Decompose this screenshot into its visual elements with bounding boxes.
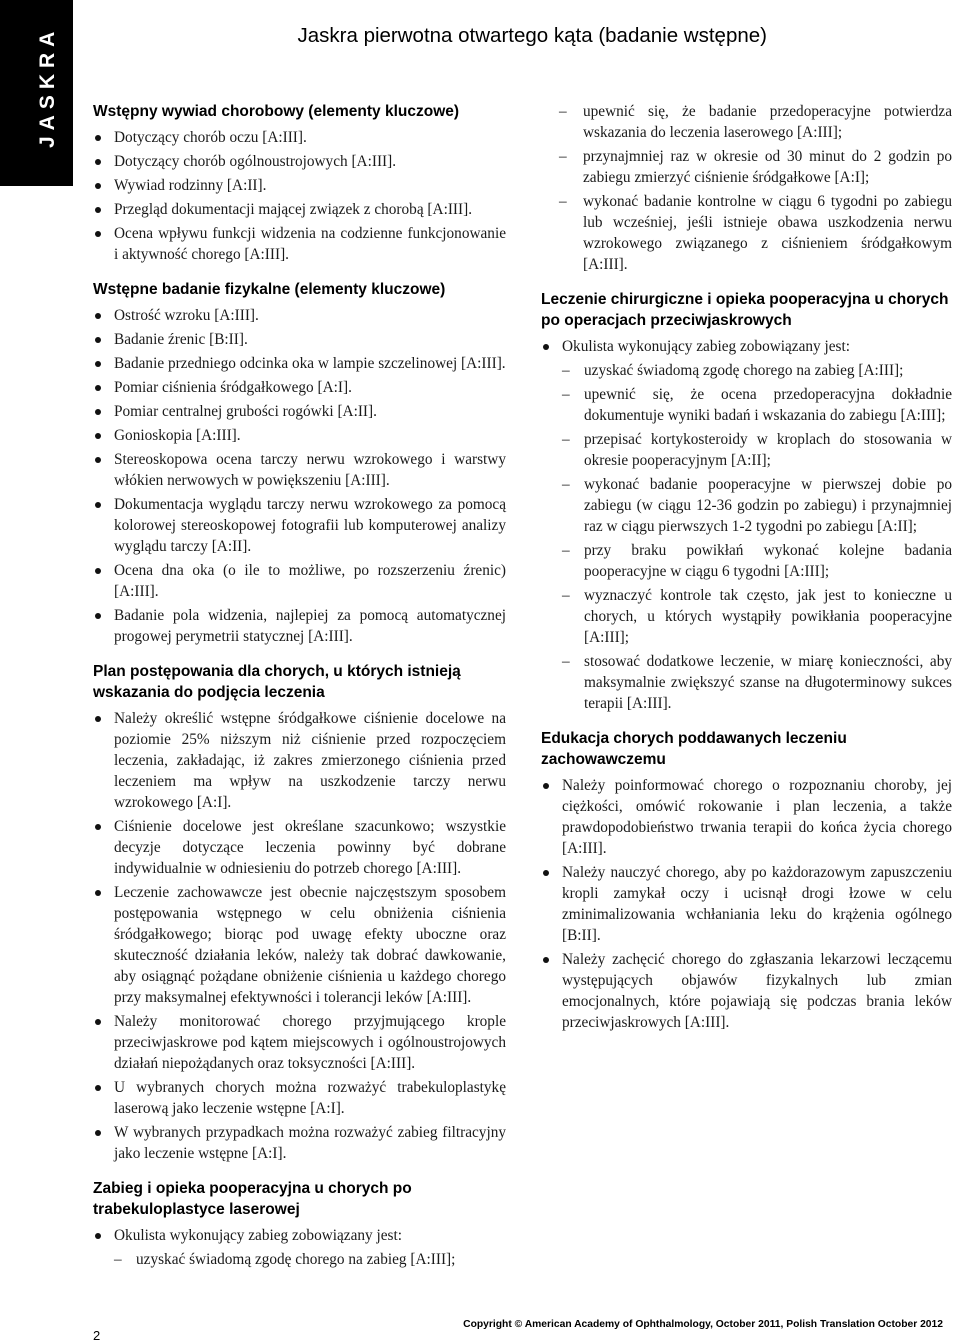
section-patient-education xyxy=(541,728,952,1033)
list-item: Ocena dna oka (o ile to możliwe, po rozszerzeniu źrenic) [A:III]. xyxy=(93,560,506,602)
dash-list xyxy=(541,101,952,275)
list-item: Okulista wykonujący zabieg zobowiązany jest: xyxy=(93,1225,506,1246)
list-item: – przepisać kortykosteroidy w kroplach do stosowania w okresie pooperacyjnym [A:II]; xyxy=(541,429,952,471)
section-laser-continued xyxy=(541,101,952,275)
dash-list xyxy=(541,360,952,714)
list-item: – stosować dodatkowe leczenie, w miarę konieczności, aby maksymalnie zwiększyć szanse na długoterminowy sukces terapii [A:III]. xyxy=(541,651,952,714)
left-column xyxy=(93,101,506,1284)
dash-list xyxy=(93,1249,506,1270)
list-item: W wybranych przypadkach można rozważyć zabieg filtracyjny jako leczenie wstępne [A:I]. xyxy=(93,1122,506,1164)
list-item: – uzyskać świadomą zgodę chorego na zabieg [A:III]; xyxy=(541,360,952,381)
page-number: 2 xyxy=(93,1328,101,1343)
section-heading: Wstępne badanie fizykalne (elementy kluczowe) xyxy=(93,281,446,298)
list-item: Wywiad rodzinny [A:II]. xyxy=(93,175,506,196)
list-item: Przegląd dokumentacji mającej związek z chorobą [A:III]. xyxy=(93,199,506,220)
list-item: Należy nauczyć chorego, aby po każdorazowym zapuszczeniu kropli zamykał oczy i ucisnął drogi łzowe w celu zminimalizowania wchłaniania leku do krążenia ogólnego [B:II]. xyxy=(541,862,952,946)
bullet-list xyxy=(93,708,506,1164)
list-item: Dokumentacja wyglądu tarczy nerwu wzrokowego za pomocą kolorowej stereoskopowej fotografii lub komputerowej analizy wyglądu tarczy [A:II]. xyxy=(93,494,506,557)
bullet-list xyxy=(93,1225,506,1246)
list-item: Leczenie zachowawcze jest obecnie najczęstszym sposobem postępowania wstępnego w celu obniżenia ciśnienia śródgałkowego; biorąc pod uwagę efekty uboczne oraz skuteczność działania leków, należy tak dobrać dawkowanie, aby osiągnąć pożądane obniżenie ciśnienia u każdego chorego przy maksymalnej efektywności i tolerancji leków [A:III]. xyxy=(93,882,506,1008)
list-item: – upewnić się, że badanie przedoperacyjne potwierdza wskazania do leczenia laserowego [A:III]; xyxy=(541,101,952,143)
list-item: Należy określić wstępne śródgałkowe ciśnienie docelowe na poziomie 25% niższym niż ciśnienie przed rozpoczęciem leczenia, zakładając, iż zakres zmierzonego ciśnienia przed leczeniem ma wpływ na uszkodzenie tarczy nerwu wzrokowego [A:I]. xyxy=(93,708,506,813)
right-column xyxy=(541,101,952,1047)
bullet-list xyxy=(541,775,952,1033)
bullet-list xyxy=(541,336,952,357)
bullet-list xyxy=(93,305,506,647)
section-tab-label: JASKRA xyxy=(36,25,59,148)
section-heading: Zabieg i opieka pooperacyjna u chorych po trabekuloplastyce laserowej xyxy=(93,1180,412,1218)
list-item: – przynajmniej raz w okresie od 30 minut do 2 godzin po zabiegu zmierzyć ciśnienie śródgałkowe [A:I]; xyxy=(541,146,952,188)
list-item: – wyznaczyć kontrole tak często, jak jest to konieczne u chorych, u których wystąpiły powikłania pooperacyjne [A:III]; xyxy=(541,585,952,648)
list-item: – wykonać badanie pooperacyjne w pierwszej dobie po zabiegu (w ciągu 12-36 godzin po zabiegu) i przynajmniej raz w ciągu pierwszych 1-2 tygodni po zabiegu [A:II]; xyxy=(541,474,952,537)
copyright-notice: Copyright © American Academy of Ophthalmology, October 2011, Polish Translation October 2012 xyxy=(463,1319,943,1330)
list-item: Pomiar centralnej grubości rogówki [A:II]. xyxy=(93,401,506,422)
list-item: Należy zachęcić chorego do zgłaszania lekarzowi leczącemu występujących objawów fizykalnych lub zmian emocjonalnych, które pojawiają się podczas brania leków przeciwjaskrowych [A:III]. xyxy=(541,949,952,1033)
list-item: Badanie pola widzenia, najlepiej za pomocą automatycznej progowej perymetrii statycznej [A:III]. xyxy=(93,605,506,647)
list-item: Okulista wykonujący zabieg zobowiązany jest: xyxy=(541,336,952,357)
section-exam xyxy=(93,279,506,647)
list-item: Ciśnienie docelowe jest określane szacunkowo; wszystkie decyzje dotyczące leczenia powinny być dobrane indywidualnie w odniesieniu do potrzeb chorego [A:III]. xyxy=(93,816,506,879)
bullet-list xyxy=(93,127,506,265)
page-title: Jaskra pierwotna otwartego kąta (badanie wstępne) xyxy=(297,24,767,47)
list-item: Należy poinformować chorego o rozpoznaniu choroby, jej ciężkości, omówić rokowanie i plan leczenia, a także prawdopodobieństwo trwania terapii do końca życia chorego [A:III]. xyxy=(541,775,952,859)
section-history xyxy=(93,101,506,265)
list-item: U wybranych chorych można rozważyć trabekuloplastykę laserową jako leczenie wstępne [A:I]. xyxy=(93,1077,506,1119)
list-item: Pomiar ciśnienia śródgałkowego [A:I]. xyxy=(93,377,506,398)
list-item: – uzyskać świadomą zgodę chorego na zabieg [A:III]; xyxy=(93,1249,506,1270)
section-heading: Leczenie chirurgiczne i opieka pooperacyjna u chorych po operacjach przeciwjaskrowych xyxy=(541,291,949,329)
list-item: Stereoskopowa ocena tarczy nerwu wzrokowego i warstwy włókien nerwowych w powiększeniu [A:III]. xyxy=(93,449,506,491)
list-item: Gonioskopia [A:III]. xyxy=(93,425,506,446)
list-item: Dotyczący chorób oczu [A:III]. xyxy=(93,127,506,148)
section-tab xyxy=(0,0,73,186)
list-item: – upewnić się, że ocena przedoperacyjna dokładnie dokumentuje wyniki badań i wskazania do zabiegu [A:III]; xyxy=(541,384,952,426)
list-item: Ocena wpływu funkcji widzenia na codzienne funkcjonowanie i aktywność chorego [A:III]. xyxy=(93,223,506,265)
section-heading: Wstępny wywiad chorobowy (elementy kluczowe) xyxy=(93,103,460,120)
section-management-plan xyxy=(93,661,506,1164)
section-heading: Edukacja chorych poddawanych leczeniu zachowawczemu xyxy=(541,730,847,768)
list-item: Należy monitorować chorego przyjmującego krople przeciwjaskrowe pod kątem miejscowych i ogólnoustrojowych działań niepożądanych oraz toksyczności [A:III]. xyxy=(93,1011,506,1074)
list-item: – wykonać badanie kontrolne w ciągu 6 tygodni po zabiegu lub wcześniej, jeśli istnieje obawa uszkodzenia nerwu wzrokowego związanego z ciśnieniem śródgałkowym [A:III]. xyxy=(541,191,952,275)
section-laser-trabeculoplasty xyxy=(93,1178,506,1270)
list-item: – przy braku powikłań wykonać kolejne badania pooperacyjne w ciągu 6 tygodni [A:III]; xyxy=(541,540,952,582)
section-heading: Plan postępowania dla chorych, u których istnieją wskazania do podjęcia leczenia xyxy=(93,663,461,701)
section-surgery xyxy=(541,289,952,714)
list-item: Dotyczący chorób ogólnoustrojowych [A:III]. xyxy=(93,151,506,172)
list-item: Badanie źrenic [B:II]. xyxy=(93,329,506,350)
list-item: Ostrość wzroku [A:III]. xyxy=(93,305,506,326)
list-item: Badanie przedniego odcinka oka w lampie szczelinowej [A:III]. xyxy=(93,353,506,374)
